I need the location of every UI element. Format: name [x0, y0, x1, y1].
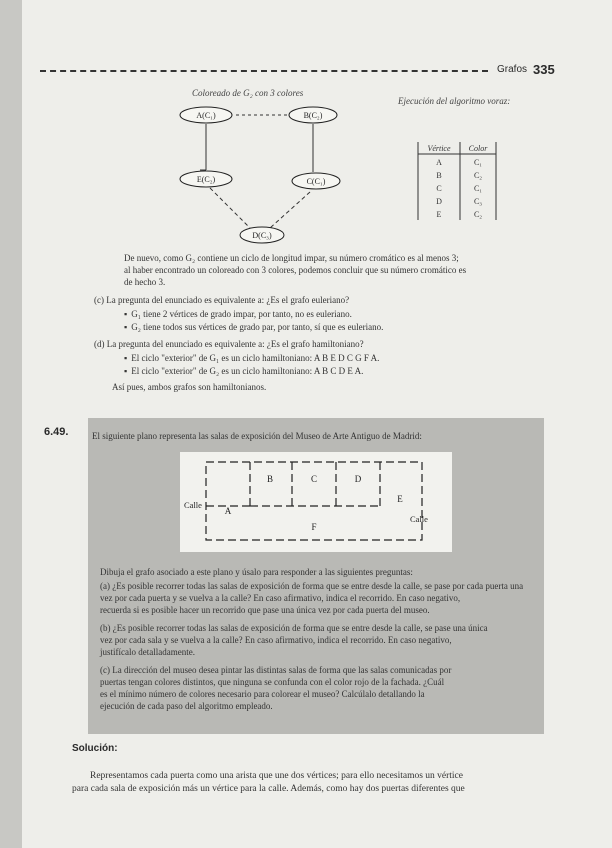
table-cell: C₂ [473, 210, 483, 219]
question-a-line: (a) ¿Es posible recorrer todas las salas de exposición de forma que se entre desde la calle, se pase por cada puerta una [100, 581, 524, 591]
solution-line: para cada sala de exposición más un vértice para la calle. Además, como hay dos puertas diferentes que [72, 784, 465, 794]
question-b-line: vez por cada sala y se vuelva a la calle? En caso afirmativo, indica el recorrido. En caso negativo, [100, 635, 452, 645]
street-left-label: Calle [184, 500, 202, 510]
plan-background [180, 452, 452, 552]
page-binding-shadow [0, 0, 22, 848]
table-cell: E [436, 210, 442, 219]
museum-floor-plan [180, 452, 452, 552]
figure-right-caption: Ejecución del algoritmo voraz: [398, 96, 511, 106]
question-c-line: es el mínimo número de colores necesario para colorear el museo? Calcúlalo detallando la [100, 689, 425, 699]
node-A-label: A(C₁) [196, 111, 216, 120]
question-b-line: justifícalo detalladamente. [100, 647, 195, 657]
table-cell: B [436, 171, 442, 180]
figure-left-caption: Coloreado de G₂ con 3 colores [192, 88, 304, 98]
room-F-label: F [311, 522, 317, 532]
question-a-line: recuerda si es posible hacer un recorrido que pase una única vez por cada puerta del museo. [100, 605, 430, 615]
item-d-conclusion: Así pues, ambos grafos son hamiltonianos. [112, 382, 267, 392]
exercise-task: Dibuja el grafo asociado a este plano y úsalo para responder a las siguientes preguntas: [100, 567, 413, 577]
street-right-label: Calle [410, 514, 428, 524]
table-cell: C [436, 184, 442, 193]
paragraph-line: de hecho 3. [124, 277, 166, 287]
room-D-label: D [354, 474, 362, 484]
paragraph-line: al haber encontrado un coloreado con 3 colores, podemos concluir que su número cromático es [124, 265, 467, 275]
table-cell: C₂ [473, 171, 483, 180]
room-B-label: B [266, 474, 274, 484]
question-c-line: puertas tengan colores distintos, que ninguna se confunda con el color rojo de la fachada. ¿Cuál [100, 677, 445, 687]
item-d-bullet-2: ▪ El ciclo "exterior" de G₂ es un ciclo hamiltoniano: A B C D E A. [124, 365, 363, 377]
item-c-bullet-2: ▪ G₂ tiene todos sus vértices de grado par, por tanto, sí que es euleriano. [124, 321, 383, 333]
item-c-bullet-1: ▪ G₁ tiene 2 vértices de grado impar, por tanto, no es euleriano. [124, 308, 352, 320]
edge-C-D [270, 192, 310, 228]
item-d-bullet-1: ▪ El ciclo "exterior" de G₁ es un ciclo hamiltoniano: A B E D C G F A. [124, 352, 379, 364]
page-number: 335 [533, 62, 555, 77]
table-cell: A [436, 158, 442, 167]
room-C-label: C [310, 474, 318, 484]
node-C-label: C(C₁) [306, 177, 326, 186]
paragraph-line: De nuevo, como G₂ contiene un ciclo de longitud impar, su número cromático es al menos 3; [124, 253, 459, 263]
table-cell: D [436, 197, 442, 206]
room-A-label: A [224, 506, 232, 516]
color-table [412, 138, 512, 224]
solution-heading: Solución: [72, 743, 118, 754]
header-rule [40, 70, 488, 72]
node-B-label: B(C₂) [303, 111, 323, 120]
item-d-heading: (d) La pregunta del enunciado es equivalente a: ¿Es el grafo hamiltoniano? [94, 339, 364, 349]
table-cell: C₁ [473, 158, 483, 167]
question-c-line: ejecución de cada paso del algoritmo empleado. [100, 701, 273, 711]
solution-line: Representamos cada puerta como una arista que une dos vértices; para ello necesitamos un vértice [90, 771, 463, 781]
table-header-vertex: Vértice [427, 144, 451, 153]
edge-E-D [210, 188, 250, 228]
exercise-intro: El siguiente plano representa las salas de exposición del Museo de Arte Antiguo de Madrid: [92, 431, 422, 441]
table-cell: C₃ [473, 197, 483, 206]
exercise-number: 6.49. [44, 426, 69, 438]
running-head-section: Grafos [497, 64, 528, 75]
table-cell: C₁ [473, 184, 483, 193]
graph-figure [170, 100, 360, 250]
question-b-line: (b) ¿Es posible recorrer todas las salas de exposición de forma que se entre desde la calle, se pase una única [100, 623, 488, 633]
item-c-heading: (c) La pregunta del enunciado es equivalente a: ¿Es el grafo euleriano? [94, 295, 350, 305]
question-a-line: vez por cada puerta y se vuelva a la calle? En caso afirmativo, indica el recorrido. En caso negativo, [100, 593, 461, 603]
table-header-color: Color [468, 144, 488, 153]
node-E-label: E(C₂) [196, 175, 216, 184]
room-E-label: E [397, 494, 403, 504]
question-c-line: (c) La dirección del museo desea pintar las distintas salas de forma que las salas comunicadas por [100, 665, 452, 675]
node-D-label: D(C₃) [252, 231, 272, 240]
